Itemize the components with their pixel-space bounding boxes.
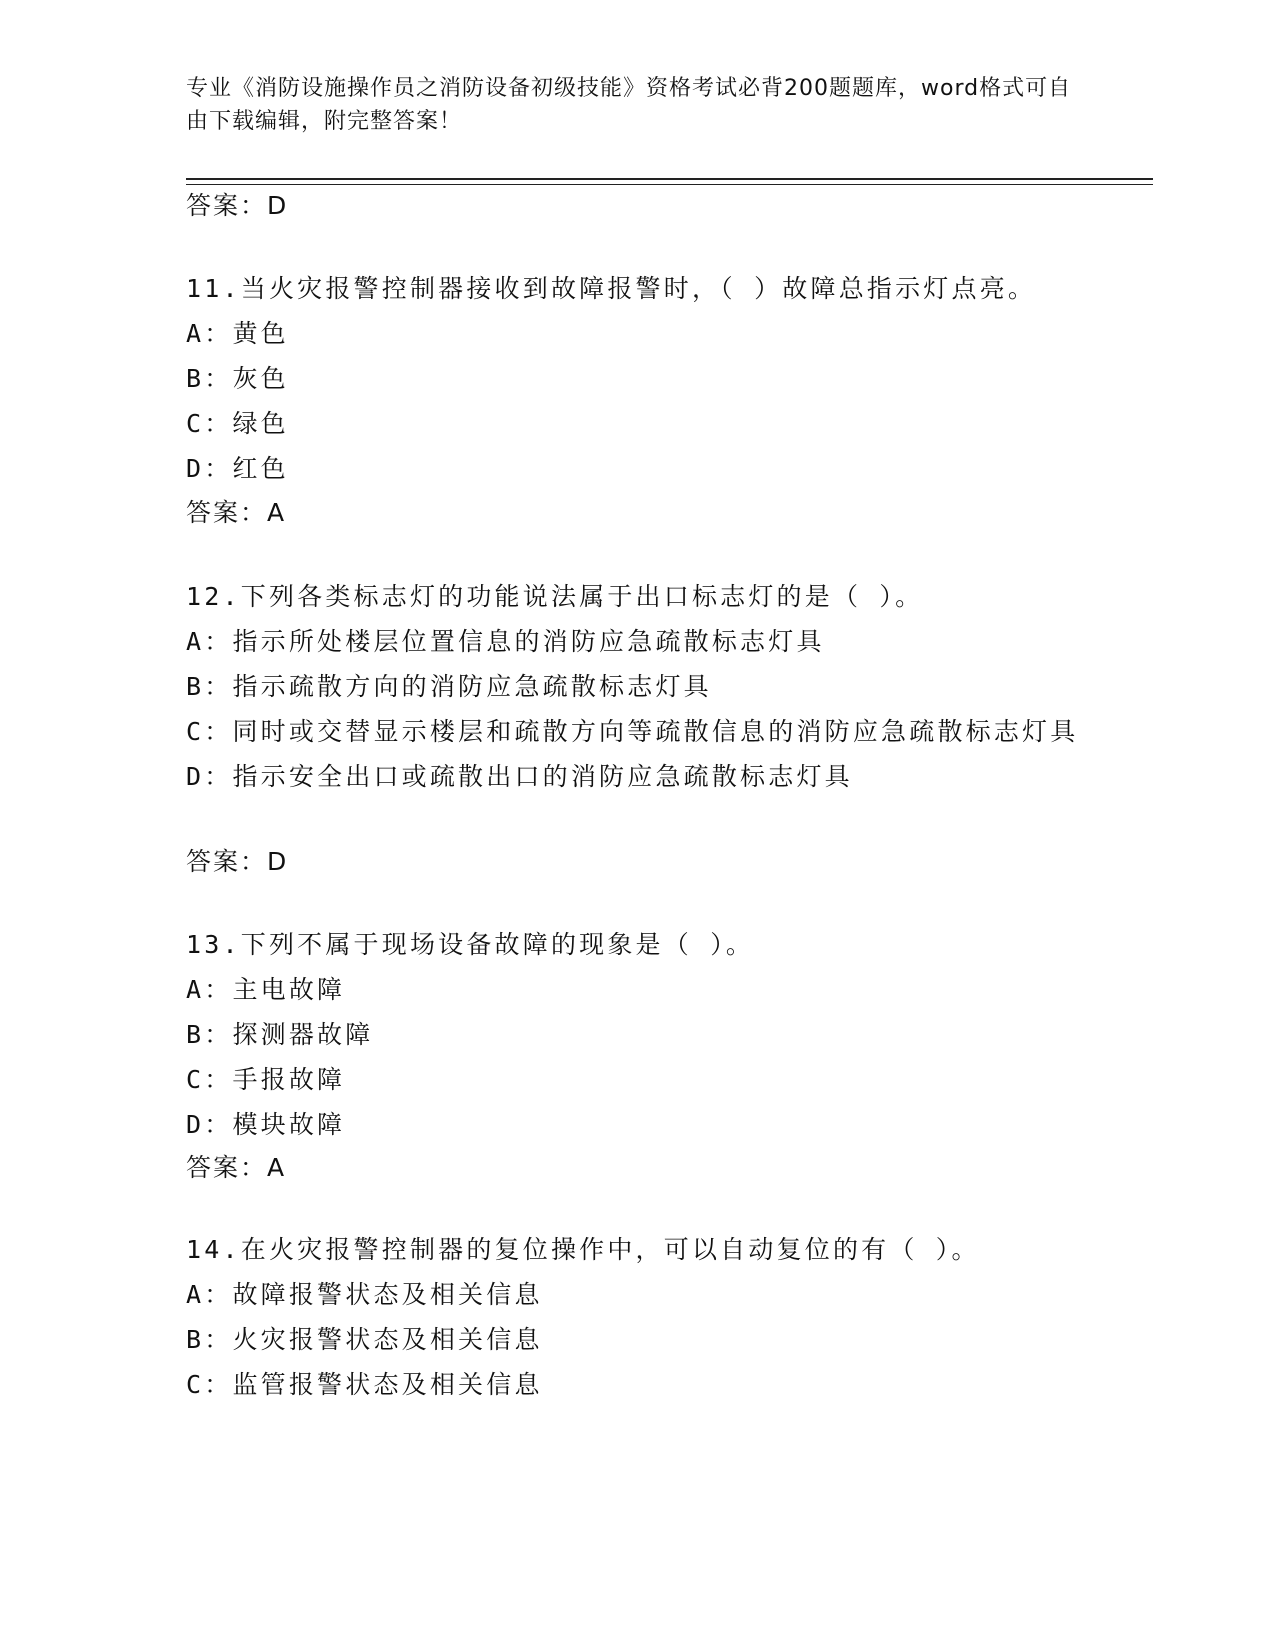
option-c: C：监管报警状态及相关信息 bbox=[186, 1370, 543, 1399]
document-header: 专业《消防设施操作员之消防设备初级技能》资格考试必背200题题库，word格式可自由下载编辑，附完整答案！ bbox=[186, 76, 1072, 134]
option-b: B：灰色 bbox=[186, 364, 289, 393]
header-rule-thin bbox=[186, 184, 1153, 185]
question-11 bbox=[186, 266, 1086, 491]
question-stem: 11.当火灾报警控制器接收到故障报警时，（ ）故障总指示灯点亮。 bbox=[186, 274, 1037, 303]
option-a: A：故障报警状态及相关信息 bbox=[186, 1280, 543, 1309]
question-stem: 13.下列不属于现场设备故障的现象是（ ）。 bbox=[186, 930, 755, 959]
option-a: A：主电故障 bbox=[186, 975, 346, 1004]
answer-12: 答案：D bbox=[186, 847, 289, 876]
answer-11: 答案：A bbox=[186, 498, 287, 527]
option-b: B：火灾报警状态及相关信息 bbox=[186, 1325, 543, 1354]
option-c: C：手报故障 bbox=[186, 1065, 346, 1094]
option-c: C：同时或交替显示楼层和疏散方向等疏散信息的消防应急疏散标志灯具 bbox=[186, 717, 1079, 746]
option-a: A：黄色 bbox=[186, 319, 289, 348]
option-a: A：指示所处楼层位置信息的消防应急疏散标志灯具 bbox=[186, 627, 825, 656]
option-b: B：指示疏散方向的消防应急疏散标志灯具 bbox=[186, 672, 712, 701]
option-d: D：指示安全出口或疏散出口的消防应急疏散标志灯具 bbox=[186, 762, 853, 791]
option-b: B：探测器故障 bbox=[186, 1020, 374, 1049]
answer-13: 答案：A bbox=[186, 1153, 287, 1182]
option-d: D：红色 bbox=[186, 454, 289, 483]
question-stem: 14.在火灾报警控制器的复位操作中，可以自动复位的有（ ）。 bbox=[186, 1235, 980, 1264]
question-stem: 12.下列各类标志灯的功能说法属于出口标志灯的是（ ）。 bbox=[186, 582, 924, 611]
answer-previous: 答案：D bbox=[186, 191, 289, 220]
option-d: D：模块故障 bbox=[186, 1110, 346, 1139]
question-14 bbox=[186, 1227, 1086, 1407]
question-13 bbox=[186, 922, 1086, 1147]
question-12 bbox=[186, 574, 1086, 799]
option-c: C：绿色 bbox=[186, 409, 289, 438]
header-rule-thick bbox=[186, 178, 1153, 180]
